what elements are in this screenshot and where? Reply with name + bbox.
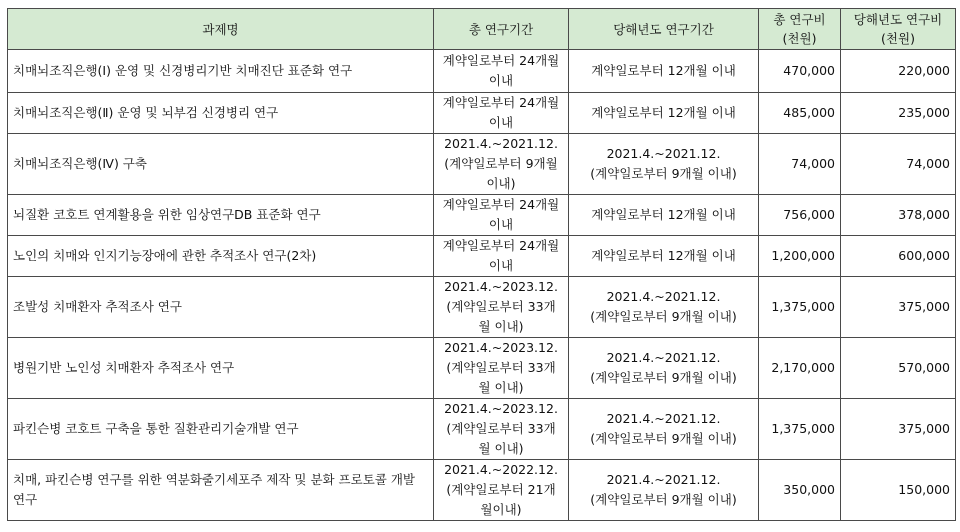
table-body (8, 50, 956, 521)
current-period-cell: 2021.4.~2021.12. (계약일로부터 9개월 이내) (569, 338, 759, 399)
total-period-cell: 2021.4.~2023.12. (계약일로부터 33개 월 이내) (434, 338, 569, 399)
total-period-cell: 2021.4.~2022.12. (계약일로부터 21개 월이내) (434, 460, 569, 521)
table-row (8, 338, 956, 399)
current-period-cell: 2021.4.~2021.12. (계약일로부터 9개월 이내) (569, 460, 759, 521)
project-title-cell: 노인의 치매와 인지기능장애에 관한 추적조사 연구(2차) (8, 236, 434, 277)
project-title-cell: 치매뇌조직은행(Ⅰ) 운영 및 신경병리기반 치매진단 표준화 연구 (8, 50, 434, 93)
current-budget-cell: 220,000 (841, 50, 956, 93)
current-period-cell: 계약일로부터 12개월 이내 (569, 93, 759, 134)
research-projects-table (7, 8, 956, 521)
header-row (8, 9, 956, 50)
header-title: 과제명 (8, 9, 434, 50)
project-title-cell: 치매, 파킨슨병 연구를 위한 역분화줄기세포주 제작 및 분화 프로토콜 개발 연구 (8, 460, 434, 521)
total-period-cell: 계약일로부터 24개월 이내 (434, 195, 569, 236)
header-current-period: 당해년도 연구기간 (569, 9, 759, 50)
current-budget-cell: 74,000 (841, 134, 956, 195)
table-row (8, 236, 956, 277)
total-period-cell: 2021.4.~2023.12. (계약일로부터 33개 월 이내) (434, 399, 569, 460)
total-period-cell: 계약일로부터 24개월 이내 (434, 50, 569, 93)
total-period-cell: 2021.4.~2021.12. (계약일로부터 9개월 이내) (434, 134, 569, 195)
current-period-cell: 계약일로부터 12개월 이내 (569, 195, 759, 236)
total-budget-cell: 1,375,000 (759, 399, 841, 460)
current-period-cell: 2021.4.~2021.12. (계약일로부터 9개월 이내) (569, 399, 759, 460)
table-row (8, 399, 956, 460)
total-period-cell: 계약일로부터 24개월 이내 (434, 236, 569, 277)
project-title-cell: 치매뇌조직은행(Ⅳ) 구축 (8, 134, 434, 195)
project-title-cell: 치매뇌조직은행(Ⅱ) 운영 및 뇌부검 신경병리 연구 (8, 93, 434, 134)
total-budget-cell: 1,200,000 (759, 236, 841, 277)
total-budget-cell: 1,375,000 (759, 277, 841, 338)
project-title-cell: 병원기반 노인성 치매환자 추적조사 연구 (8, 338, 434, 399)
total-budget-cell: 485,000 (759, 93, 841, 134)
total-budget-cell: 350,000 (759, 460, 841, 521)
project-title-cell: 뇌질환 코호트 연계활용을 위한 임상연구DB 표준화 연구 (8, 195, 434, 236)
table-row (8, 50, 956, 93)
table-header (8, 9, 956, 50)
current-budget-cell: 570,000 (841, 338, 956, 399)
total-budget-cell: 470,000 (759, 50, 841, 93)
current-budget-cell: 600,000 (841, 236, 956, 277)
total-period-cell: 계약일로부터 24개월 이내 (434, 93, 569, 134)
project-title-cell: 조발성 치매환자 추적조사 연구 (8, 277, 434, 338)
total-budget-cell: 74,000 (759, 134, 841, 195)
table-row (8, 277, 956, 338)
current-period-cell: 2021.4.~2021.12. (계약일로부터 9개월 이내) (569, 134, 759, 195)
current-budget-cell: 378,000 (841, 195, 956, 236)
table-row (8, 93, 956, 134)
current-budget-cell: 375,000 (841, 399, 956, 460)
current-period-cell: 계약일로부터 12개월 이내 (569, 50, 759, 93)
total-budget-cell: 756,000 (759, 195, 841, 236)
current-period-cell: 2021.4.~2021.12. (계약일로부터 9개월 이내) (569, 277, 759, 338)
header-total-period: 총 연구기간 (434, 9, 569, 50)
current-budget-cell: 150,000 (841, 460, 956, 521)
table-row (8, 134, 956, 195)
total-period-cell: 2021.4.~2023.12. (계약일로부터 33개 월 이내) (434, 277, 569, 338)
header-total-budget: 총 연구비 (천원) (759, 9, 841, 50)
table-row (8, 460, 956, 521)
current-budget-cell: 375,000 (841, 277, 956, 338)
project-title-cell: 파킨슨병 코호트 구축을 통한 질환관리기술개발 연구 (8, 399, 434, 460)
table-row (8, 195, 956, 236)
header-current-budget: 당해년도 연구비 (천원) (841, 9, 956, 50)
current-period-cell: 계약일로부터 12개월 이내 (569, 236, 759, 277)
total-budget-cell: 2,170,000 (759, 338, 841, 399)
current-budget-cell: 235,000 (841, 93, 956, 134)
